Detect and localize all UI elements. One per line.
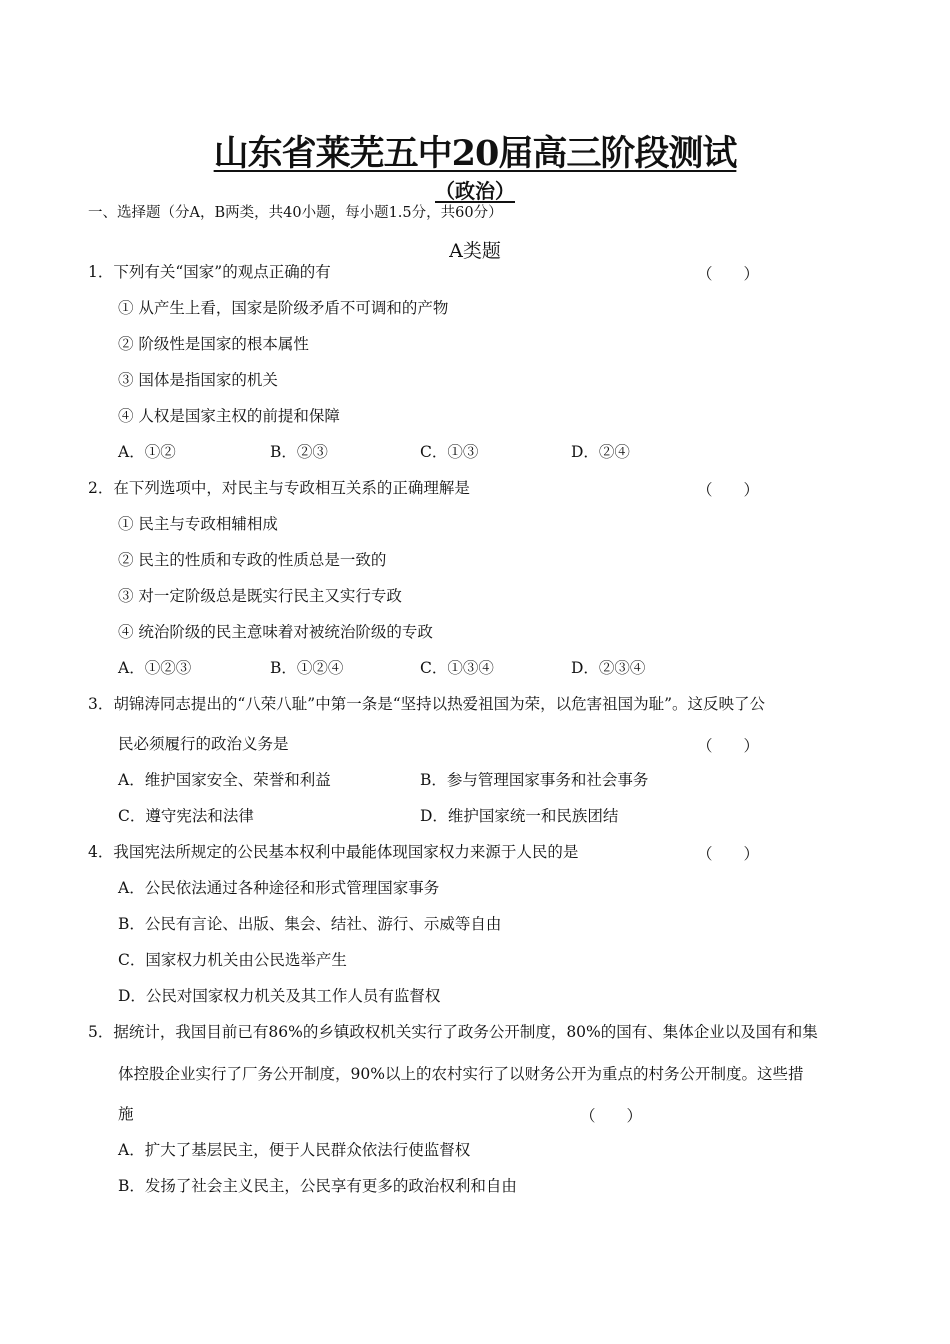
question-1-option-a: A．①② <box>118 443 176 461</box>
question-5-option-a: A．扩大了基层民主，便于人民群众依法行使监督权 <box>118 1141 471 1159</box>
question-2-item: ② 民主的性质和专政的性质总是一致的 <box>118 551 387 569</box>
question-3-option-b: B．参与管理国家事务和社会事务 <box>420 771 649 789</box>
question-3-option-a: A．维护国家安全、荣誉和利益 <box>118 771 331 789</box>
answer-blank: （ ） <box>697 481 760 499</box>
question-2-item: ③ 对一定阶级总是既实行民主又实行专政 <box>118 587 402 605</box>
question-4-option-a: A．公民依法通过各种途径和形式管理国家事务 <box>118 879 440 897</box>
question-5-stem: 体控股企业实行了厂务公开制度，90%以上的农村实行了以财务公开为重点的村务公开制度。这些措 <box>118 1065 804 1083</box>
question-4-stem: 4．我国宪法所规定的公民基本权利中最能体现国家权力来源于人民的是 <box>88 843 579 861</box>
question-2-item: ① 民主与专政相辅相成 <box>118 515 278 533</box>
question-1-item: ② 阶级性是国家的根本属性 <box>118 335 309 353</box>
exam-title: 山东省莱芜五中20届高三阶段测试 <box>213 133 737 174</box>
question-5-stem: 5．据统计，我国目前已有86%的乡镇政权机关实行了政务公开制度，80%的国有、集体企业以及国有和集 <box>88 1023 818 1041</box>
question-1-item: ① 从产生上看，国家是阶级矛盾不可调和的产物 <box>118 299 449 317</box>
answer-blank: （ ） <box>580 1107 643 1125</box>
answer-blank: （ ） <box>697 845 760 863</box>
question-4-option-b: B．公民有言论、出版、集会、结社、游行、示威等自由 <box>118 915 502 933</box>
section-intro: 一、选择题（分A，B两类，共40小题，每小题1.5分，共60分） <box>88 205 503 221</box>
answer-blank: （ ） <box>697 265 760 283</box>
question-2-stem: 2．在下列选项中，对民主与专政相互关系的正确理解是 <box>88 479 470 497</box>
question-2-option-b: B．①②④ <box>270 659 344 677</box>
question-4-option-d: D．公民对国家权力机关及其工作人员有监督权 <box>118 987 441 1005</box>
question-2-option-a: A．①②③ <box>118 659 192 677</box>
question-1-item: ③ 国体是指国家的机关 <box>118 371 278 389</box>
question-2-option-c: C．①③④ <box>420 659 494 677</box>
section-a-heading: A类题 <box>449 240 501 262</box>
question-1-option-c: C．①③ <box>420 443 479 461</box>
question-1-option-b: B．②③ <box>270 443 328 461</box>
question-2-item: ④ 统治阶级的民主意味着对被统治阶级的专政 <box>118 623 433 641</box>
exam-subtitle: （政治） <box>435 179 515 203</box>
question-5-stem: 施 <box>118 1105 134 1123</box>
question-1-item: ④ 人权是国家主权的前提和保障 <box>118 407 340 425</box>
question-2-option-d: D．②③④ <box>571 659 646 677</box>
answer-blank: （ ） <box>697 737 760 755</box>
question-3-stem: 民必须履行的政治义务是 <box>118 735 289 753</box>
question-1-stem: 1．下列有关“国家”的观点正确的有 <box>88 263 331 281</box>
question-3-option-c: C．遵守宪法和法律 <box>118 807 254 825</box>
question-3-stem: 3．胡锦涛同志提出的“八荣八耻”中第一条是“坚持以热爱祖国为荣，以危害祖国为耻”。这反映了公 <box>88 695 766 713</box>
question-3-option-d: D．维护国家统一和民族团结 <box>420 807 619 825</box>
question-5-option-b: B．发扬了社会主义民主，公民享有更多的政治权利和自由 <box>118 1177 517 1195</box>
question-4-option-c: C．国家权力机关由公民选举产生 <box>118 951 347 969</box>
question-1-option-d: D．②④ <box>571 443 630 461</box>
